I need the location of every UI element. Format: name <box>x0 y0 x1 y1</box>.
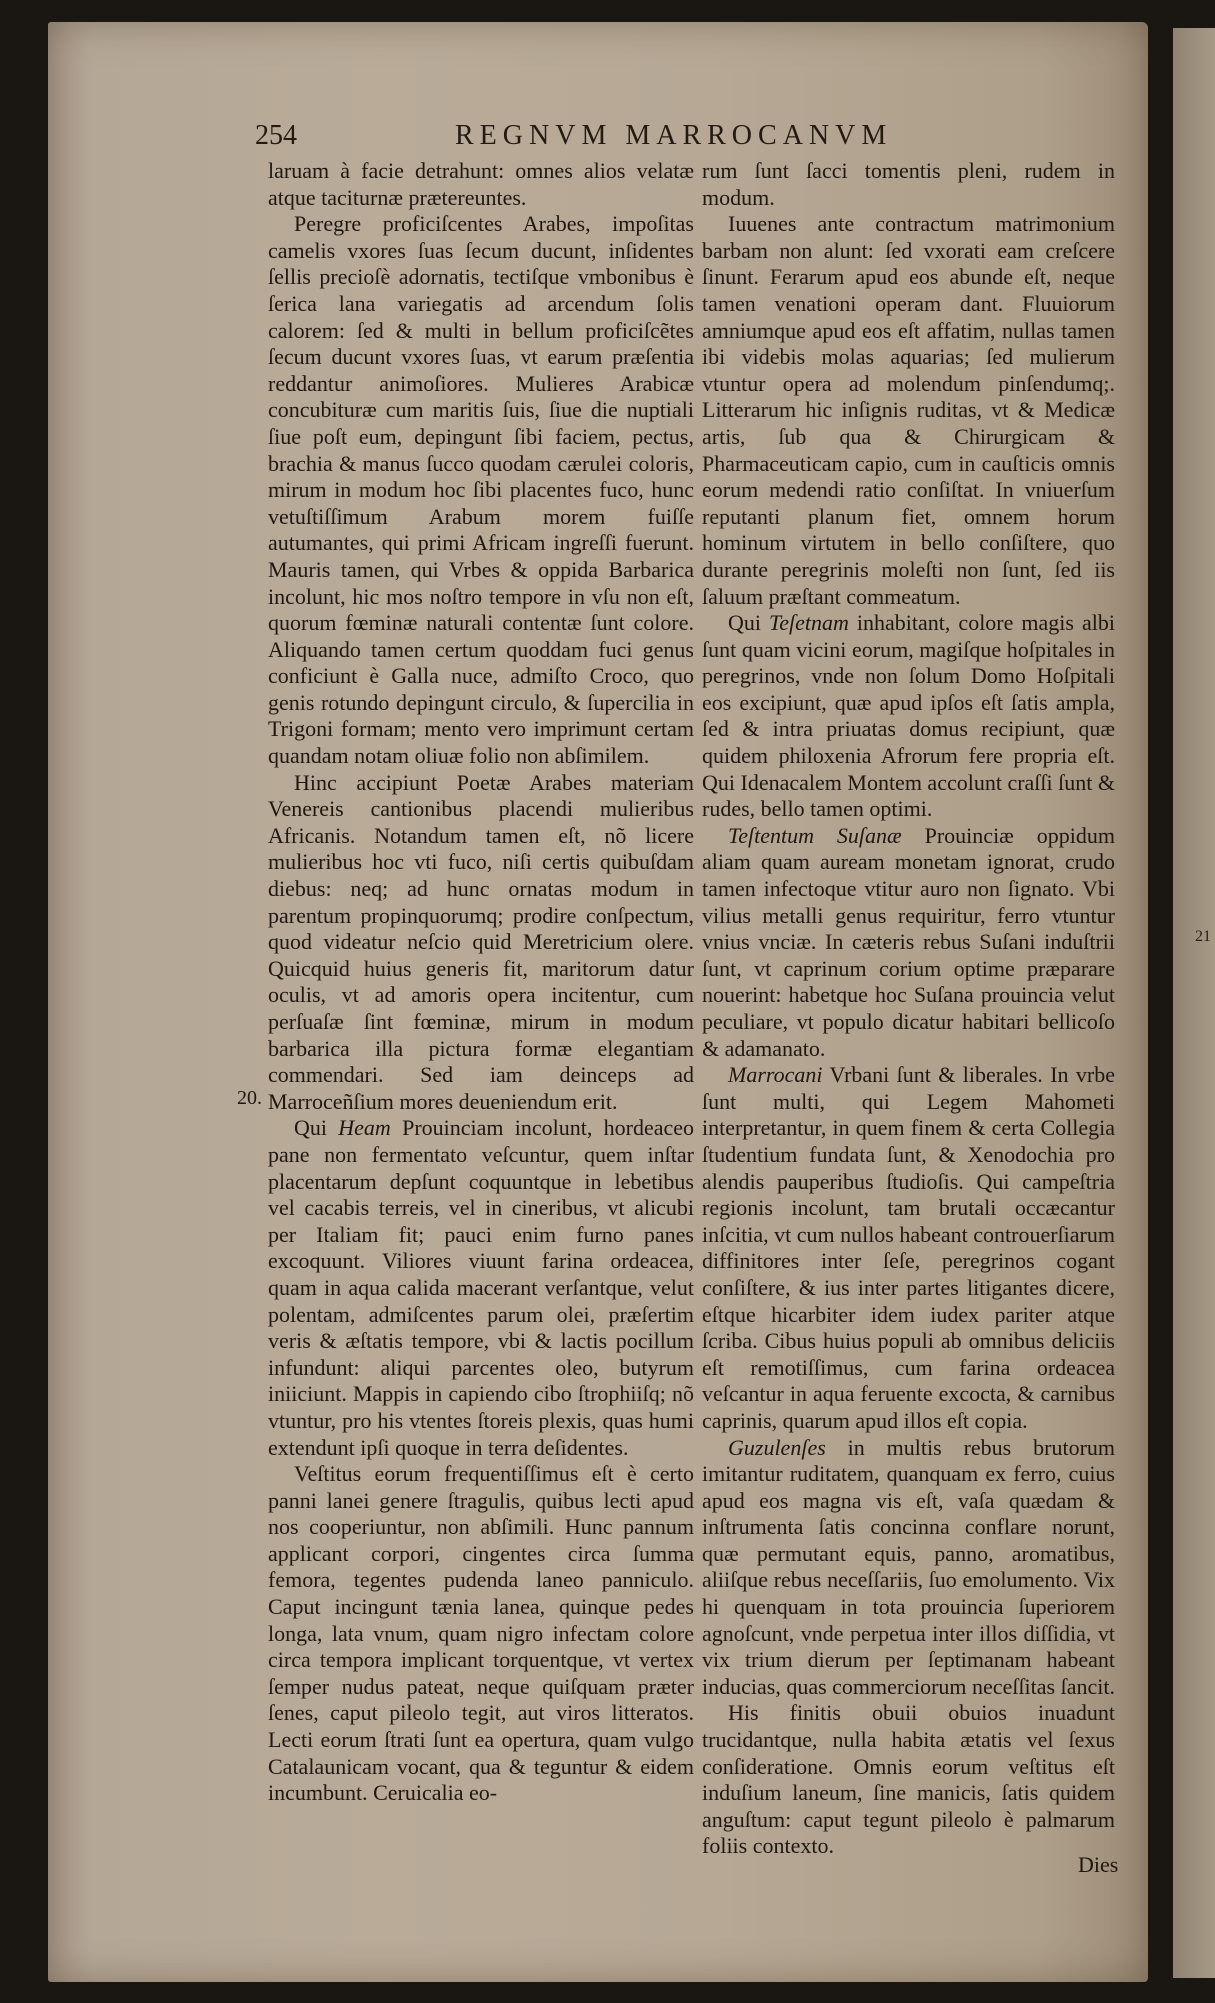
paragraph-text: inhabitant, colore magis albi ſunt quam vicini eorum, magiſque hoſpitales in peregrinos, vnde non ſolum Domo Hoſpitali eos excipiunt, quæ apud ipſos eſt ſatis ampla, ſed & intra priuatas domus recipiunt, quæ quidem philoxenia Afrorum fere propria eſt. Qui Idenacalem Montem accolunt craſſi ſunt & rudes, bello tamen optimi. <box>702 610 1115 822</box>
running-title: REGNVM MARROCANVM <box>455 120 893 151</box>
people-name: Marrocani <box>728 1062 823 1088</box>
paragraph: rum ſunt ſacci tomentis pleni, rudem in modum. <box>702 158 1115 210</box>
paragraph <box>702 1062 1115 1434</box>
paragraph: Veſtitus eorum frequentiſſimus eſt è certo panni lanei genere ſtragulis, quibus lecti apud nos cooperiuntur, non abſimili. Hunc pannum applicant corpori, cingentes circa ſumma femora, tegentes pudenda laneo panniculo. Caput incingunt tænia lanea, quinque pedes longa, lata vnum, quam nigro infectam colore circa tempora implicant torquentque, vt vertex ſemper nudus pateat, neque quiſquam præter ſenes, caput pileolo tegit, aut viros litteratos. Lecti eorum ſtrati ſunt ea opertura, quam vulgo Catalaunicam vocant, qua & teguntur & eidem incumbunt. Ceruicalia eo- <box>268 1461 694 1806</box>
paragraph: Peregre proficiſcentes Arabes, impoſitas camelis vxores ſuas ſecum ducunt, inſidentes ſellis precioſè adornatis, tectiſque vmbonibus è ſerica lana variegatis ad arcendum ſolis calorem: ſed & multi in bellum proficiſcẽtes ſecum ducunt vxores ſuas, vt earum præſentia reddantur animoſiores. Mulieres Arabicæ concubituræ cum maritis ſuis, ſiue die nuptiali ſiue poſt eum, depingunt ſibi faciem, pectus, brachia & manus ſucco quodam cærulei coloris, mirum in modum hoc ſibi placentes fuco, hunc vetuſtiſſimum Arabum morem fuiſſe autumantes, qui primi Africam ingreſſi fuerunt. Mauris tamen, qui Vrbes & oppida Barbarica incolunt, hic mos noſtro tempore in vſu non eſt, quorum fœminæ naturali contentæ ſunt colore. Aliquando tamen certum quoddam fuci genus conficiunt è Galla nuce, admiſto Croco, quo genis rotundo depingunt circulo, & ſupercilia in Trigoni formam; mento vero imprimunt certam quandam notam oliuæ folio non abſimilem. <box>268 211 694 769</box>
catchword: Dies <box>1078 1852 1119 1877</box>
province-name: Teſetnam <box>769 610 849 636</box>
paragraph-lead: Qui <box>728 610 761 636</box>
province-name: Heam <box>338 1115 391 1141</box>
paragraph <box>268 1115 694 1461</box>
paragraph <box>702 610 1115 823</box>
left-column <box>268 158 694 1878</box>
paragraph <box>702 823 1115 1062</box>
right-column <box>702 158 1115 1878</box>
paragraph-text: in multis rebus brutorum imitantur ruditatem, quanquam ex ferro, cuius apud eos magna vis eſt, vaſa quædam & inſtrumenta ſatis concinna conflare norunt, quæ permutant equis, panno, aromatibus, aliiſque rebus neceſſariis, ſuo emolumento. Vix hi quenquam in tota prouincia ſuperiorem agnoſcunt, vnde perpetua inter illos diſſidia, vt vix trium dierum per ſeptimanam habeant inducias, quas commerciorum neceſſitas ſancit. <box>702 1434 1116 1699</box>
paragraph-lead: Qui <box>294 1115 327 1141</box>
next-page-edge <box>1173 28 1215 1978</box>
paragraph-text: Prouinciæ oppidum aliam quam auream monetam ignorat, crudo tamen infectoque vtitur auro non ſignato. Vbi vilius metalli genus requiritur, ferro vtuntur vnius vnciæ. In cæteris rebus Suſani induſtrii ſunt, vt caprinum corium optime præparare nouerint: habetque hoc Suſana prouincia velut peculiare, vt populo dicatur habitari bellicoſo & adamanato. <box>702 822 1116 1061</box>
province-name: Teſtentum Suſanæ <box>728 822 902 848</box>
next-page-margin-number: 21 <box>1195 928 1211 945</box>
paragraph: His finitis obuii obuios inuadunt trucidantque, nulla habita ætatis vel ſexus conſideratione. Omnis eorum veſtitus eſt induſium laneum, ſine manicis, ſatis quidem anguſtum: caput tegunt pileolo è palmarum foliis contexto. <box>702 1700 1115 1859</box>
page-number: 254 <box>255 120 297 151</box>
paragraph-text: Prouinciam incolunt, hordeaceo pane non fermentato veſcuntur, quem inſtar placentarum depſunt coquuntque in lebetibus vel cacabis terreis, vel in cineribus, vt alicubi per Italiam fit; pauci enim furno panes excoquunt. Viliores viuunt farina ordeacea, quam in aqua calida macerant verſantque, velut polentam, admiſcentes parum olei, præſertim veris & æſtatis tempore, vbi & lactis pocillum infundunt: aliqui parcentes oleo, butyrum iniiciunt. Mappis in capiendo cibo ſtrophiiſq; nõ vtuntur, pro his vtentes ſtoreis plexis, quas humi extendunt ipſi quoque in terra deſidentes. <box>268 1115 695 1460</box>
paragraph-text: Vrbani ſunt & liberales. In vrbe ſunt multi, qui Legem Mahometi interpretantur, in quem finem & certa Collegia ſtudentium fundata ſunt, & Xenodochia pro alendis pauperibus ſtudioſis. Qui campeſtria regionis incolunt, tam brutali occæcantur inſcitia, vt cum nullos habeant controuerſiarum diffinitores inter ſeſe, peregrinos cogant conſiſtere, & ius inter partes litigantes dicere, eſtque hicarbiter idem iudex pariter atque ſcriba. Cibus huius populi ab omnibus deliciis eſt remotiſſimus, cum farina ordeacea veſcantur in aqua feruente excocta, & carnibus caprinis, quarum apud illos eſt copia. <box>702 1062 1115 1433</box>
people-name: Guzulenſes <box>728 1434 826 1460</box>
paragraph: laruam à facie detrahunt: omnes alios velatæ atque taciturnæ prætereuntes. <box>268 158 694 210</box>
page-header <box>255 120 1115 160</box>
paragraph: Iuuenes ante contractum matrimonium barbam non alunt: ſed vxorati eam creſcere ſinunt. Ferarum apud eos abunde eſt, neque tamen venationi operam dant. Fluuiorum amniumque apud eos eſt affatim, nullas tamen ibi videbis molas aquarias; ſed mulierum vtuntur opera ad molendum pinſendumq;. Litterarum hic inſignis ruditas, vt & Medicæ artis, ſub qua & Chirurgicam & Pharmaceuticam capio, cum in cauſticis omnis eorum medendi ratio conſiſtat. In vniuerſum reputanti planum fiet, omnem horum hominum virtutem in bello conſiſtere, quo durante peregrinis moleſti non ſunt, ſed iis ſaluum præſtant commeatum. <box>702 211 1115 609</box>
margin-note: 20. <box>237 1087 262 1109</box>
paragraph <box>702 1435 1115 1701</box>
paragraph: Hinc accipiunt Poetæ Arabes materiam Venereis cantionibus placendi mulieribus Africanis. Notandum tamen eſt, nõ licere mulieribus hoc vti fuco, niſi certis quibuſdam diebus: neq; ad hunc ornatas modum in parentum propinquorumq; prodire conſpectum, quod videatur neſcio quid Meretricium olere. Quicquid huius generis fit, maritorum datur oculis, vt ad amoris opera incitentur, cum perſuaſæ ſint fœminæ, mirum in modum barbarica illa pictura formæ elegantiam commendari. Sed iam deinceps ad Marroceñſium mores deueniendum erit. <box>268 769 694 1114</box>
